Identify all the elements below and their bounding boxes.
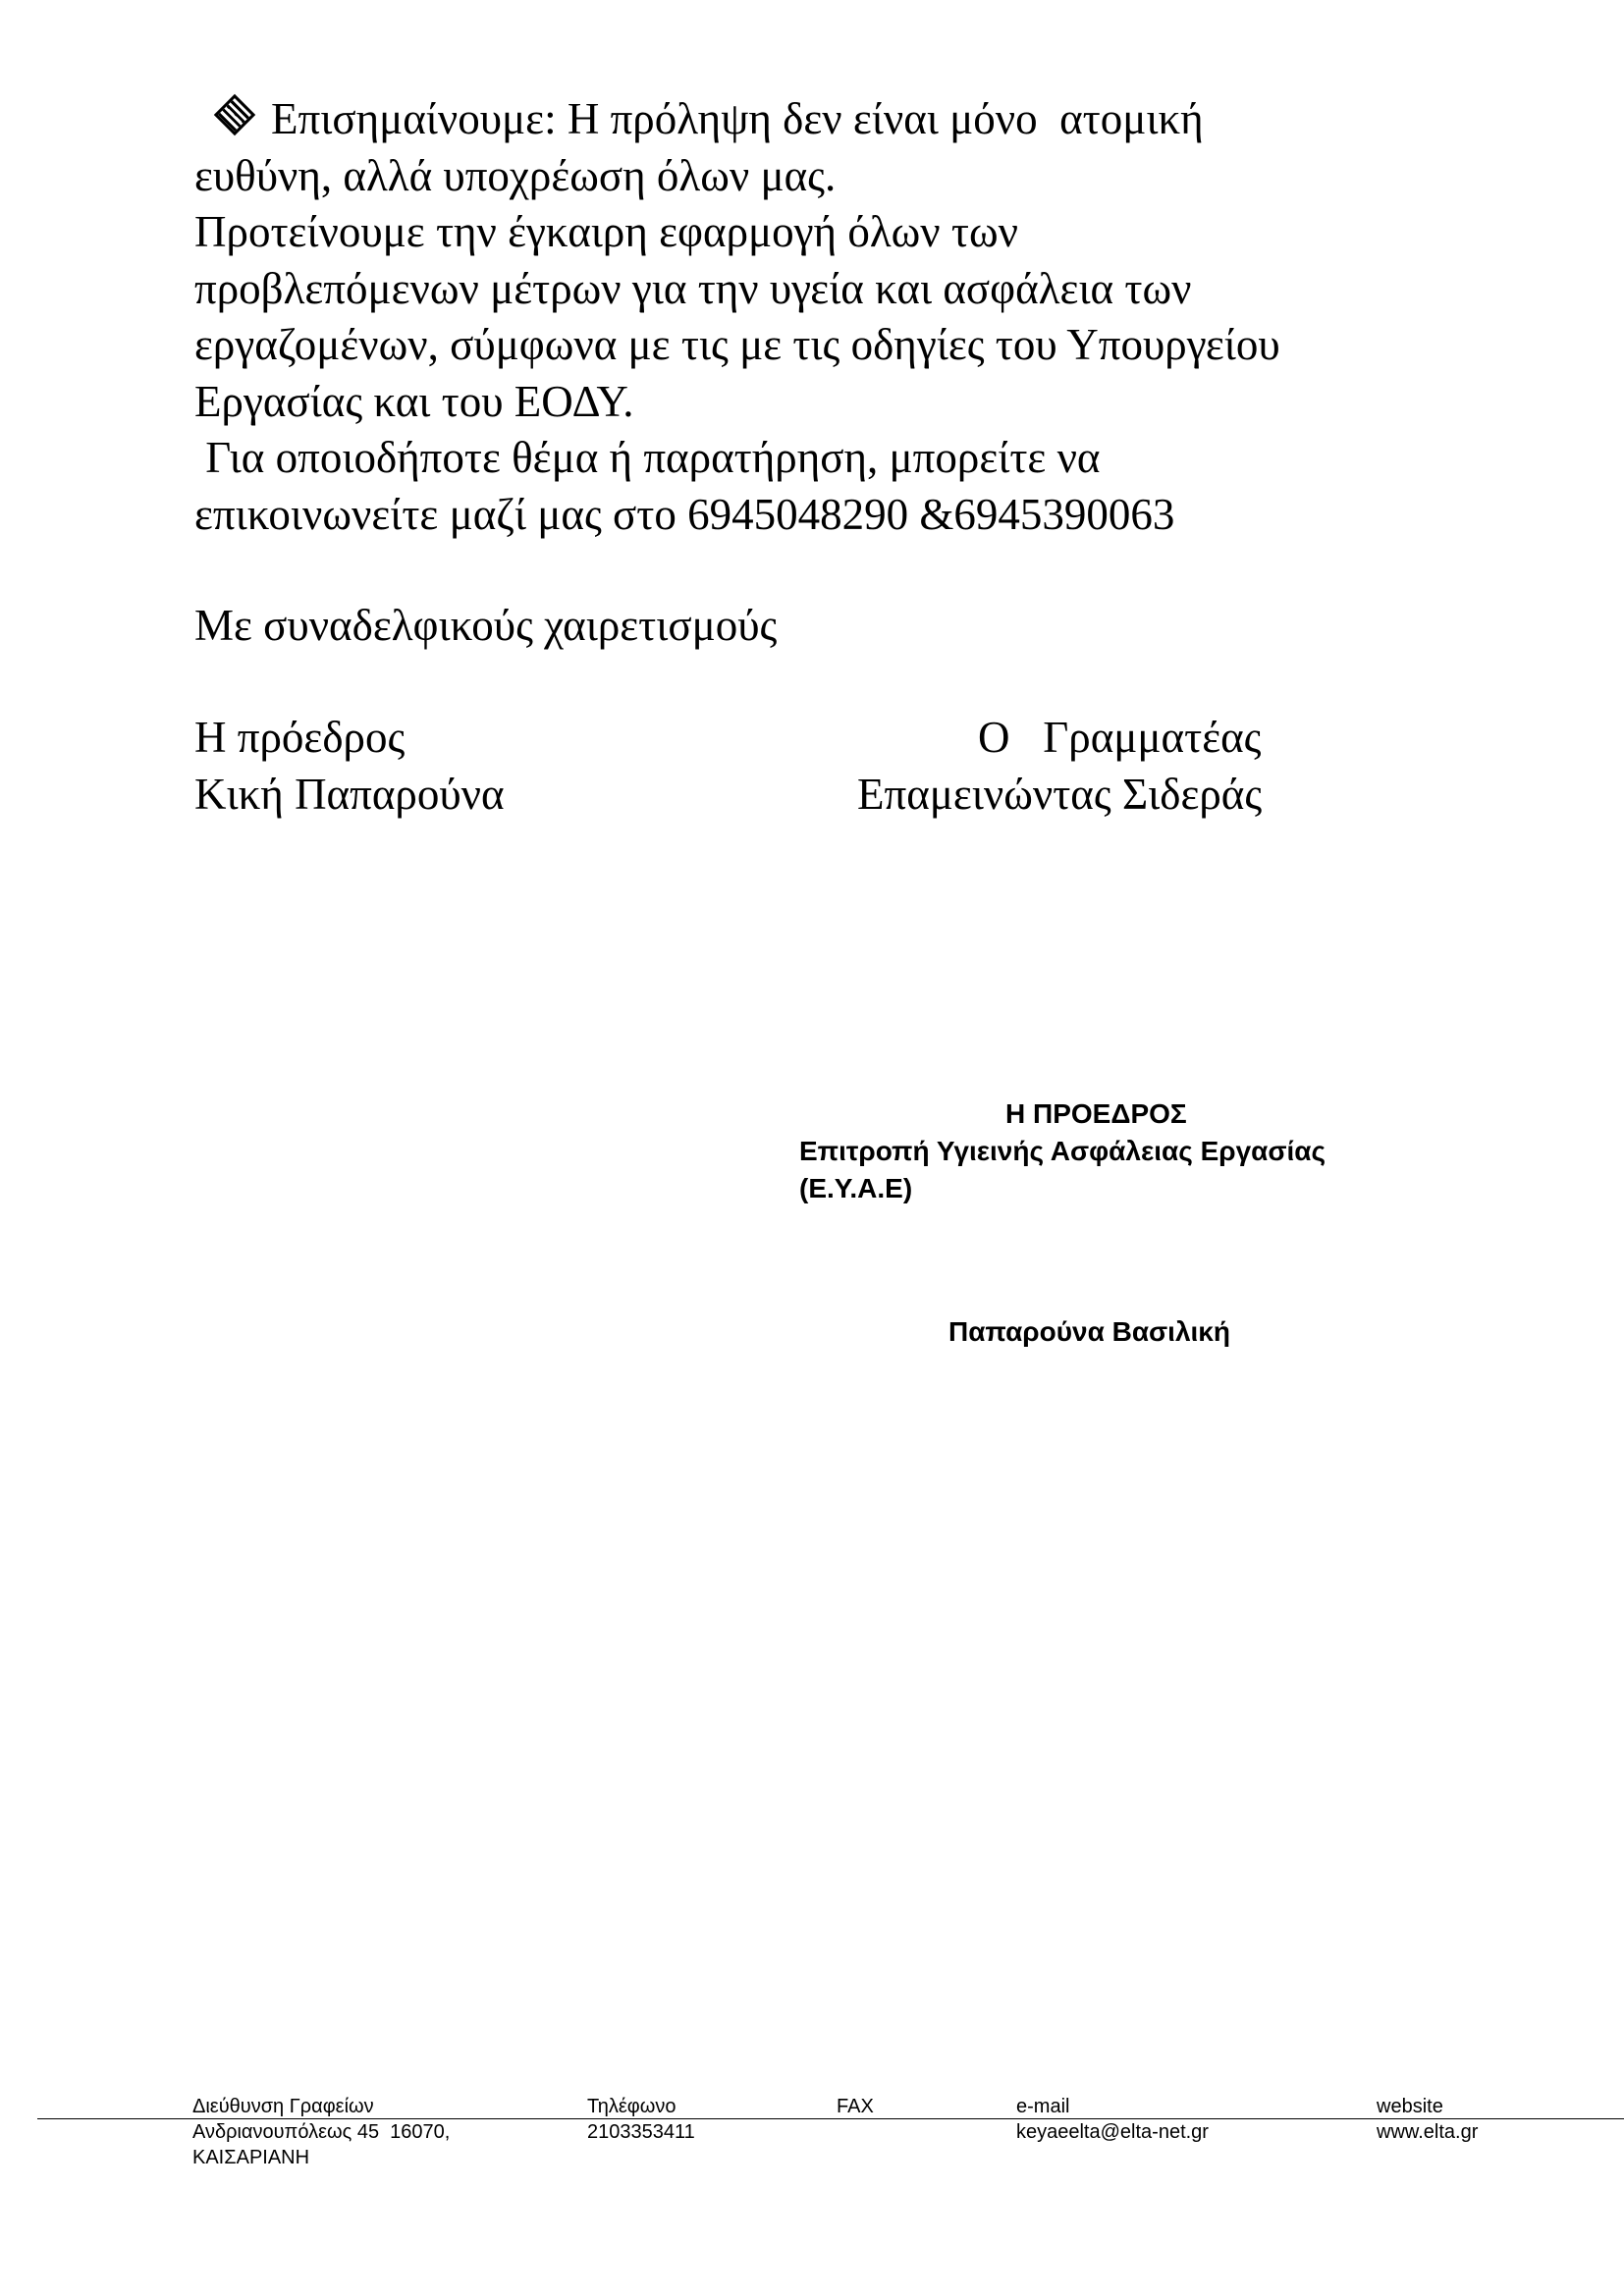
paragraph-3-line-1: Για οποιοδήποτε θέμα ή παρατήρηση, μπορείτε να xyxy=(194,433,1101,482)
stamp-abbreviation: (Ε.Υ.Α.Ε) xyxy=(799,1173,913,1203)
diamond-bullet-icon xyxy=(214,94,255,135)
signature-left-role: Η πρόεδρος xyxy=(194,713,406,762)
footer-website-value[interactable]: www.elta.gr xyxy=(1377,2121,1479,2143)
stamp-committee: Επιτροπή Υγιεινής Ασφάλειας Εργασίας xyxy=(799,1136,1326,1166)
footer-email-label: e-mail xyxy=(1016,2096,1070,2117)
paragraph-1-line-2: ευθύνη, αλλά υποχρέωση όλων μας. xyxy=(194,151,837,200)
footer-email-value[interactable]: keyaeelta@elta-net.gr xyxy=(1016,2121,1209,2143)
footer-address-line-1: Ανδριανουπόλεως 45 16070, xyxy=(192,2121,451,2143)
footer-address-line-2: ΚΑΙΣΑΡΙΑΝΗ xyxy=(192,2147,310,2168)
footer-phone-value: 2103353411 xyxy=(587,2121,695,2143)
signature-right-role: Ο Γραμματέας xyxy=(978,713,1262,762)
paragraph-1-line-1 xyxy=(194,90,1490,147)
paragraph-2-line-1: Προτείνουμε την έγκαιρη εφαρμογή όλων των xyxy=(194,207,1018,256)
paragraph-2-line-2: προβλεπόμενων μέτρων για την υγεία και ασφάλεια των xyxy=(194,264,1192,313)
stamp-name: Παπαρούνα Βασιλική xyxy=(948,1316,1231,1347)
signature-left-name: Κική Παπαρούνα xyxy=(194,770,505,819)
stamp-title: Η ΠΡΟΕΔΡΟΣ xyxy=(1005,1098,1187,1129)
paragraph-1-line-1-text: Επισημαίνουμε: Η πρόληψη δεν είναι μόνο ατομική xyxy=(271,94,1204,143)
footer-fax-label: FAX xyxy=(837,2096,874,2117)
footer-address-label: Διεύθυνση Γραφείων xyxy=(192,2096,374,2117)
footer-website-label: website xyxy=(1377,2096,1443,2117)
paragraph-3-line-2: επικοινωνείτε μαζί μας στο 6945048290 &6945390063 xyxy=(194,490,1175,539)
paragraph-2-line-3: εργαζομένων, σύμφωνα με τις με τις οδηγίες του Υπουργείου xyxy=(194,320,1280,369)
closing-greeting: Με συναδελφικούς χαιρετισμούς xyxy=(194,601,778,650)
paragraph-2-line-4: Εργασίας και του ΕΟΔΥ. xyxy=(194,377,634,426)
signature-right-name: Επαμεινώντας Σιδεράς xyxy=(857,770,1263,819)
footer-phone-label: Τηλέφωνο xyxy=(587,2096,677,2117)
